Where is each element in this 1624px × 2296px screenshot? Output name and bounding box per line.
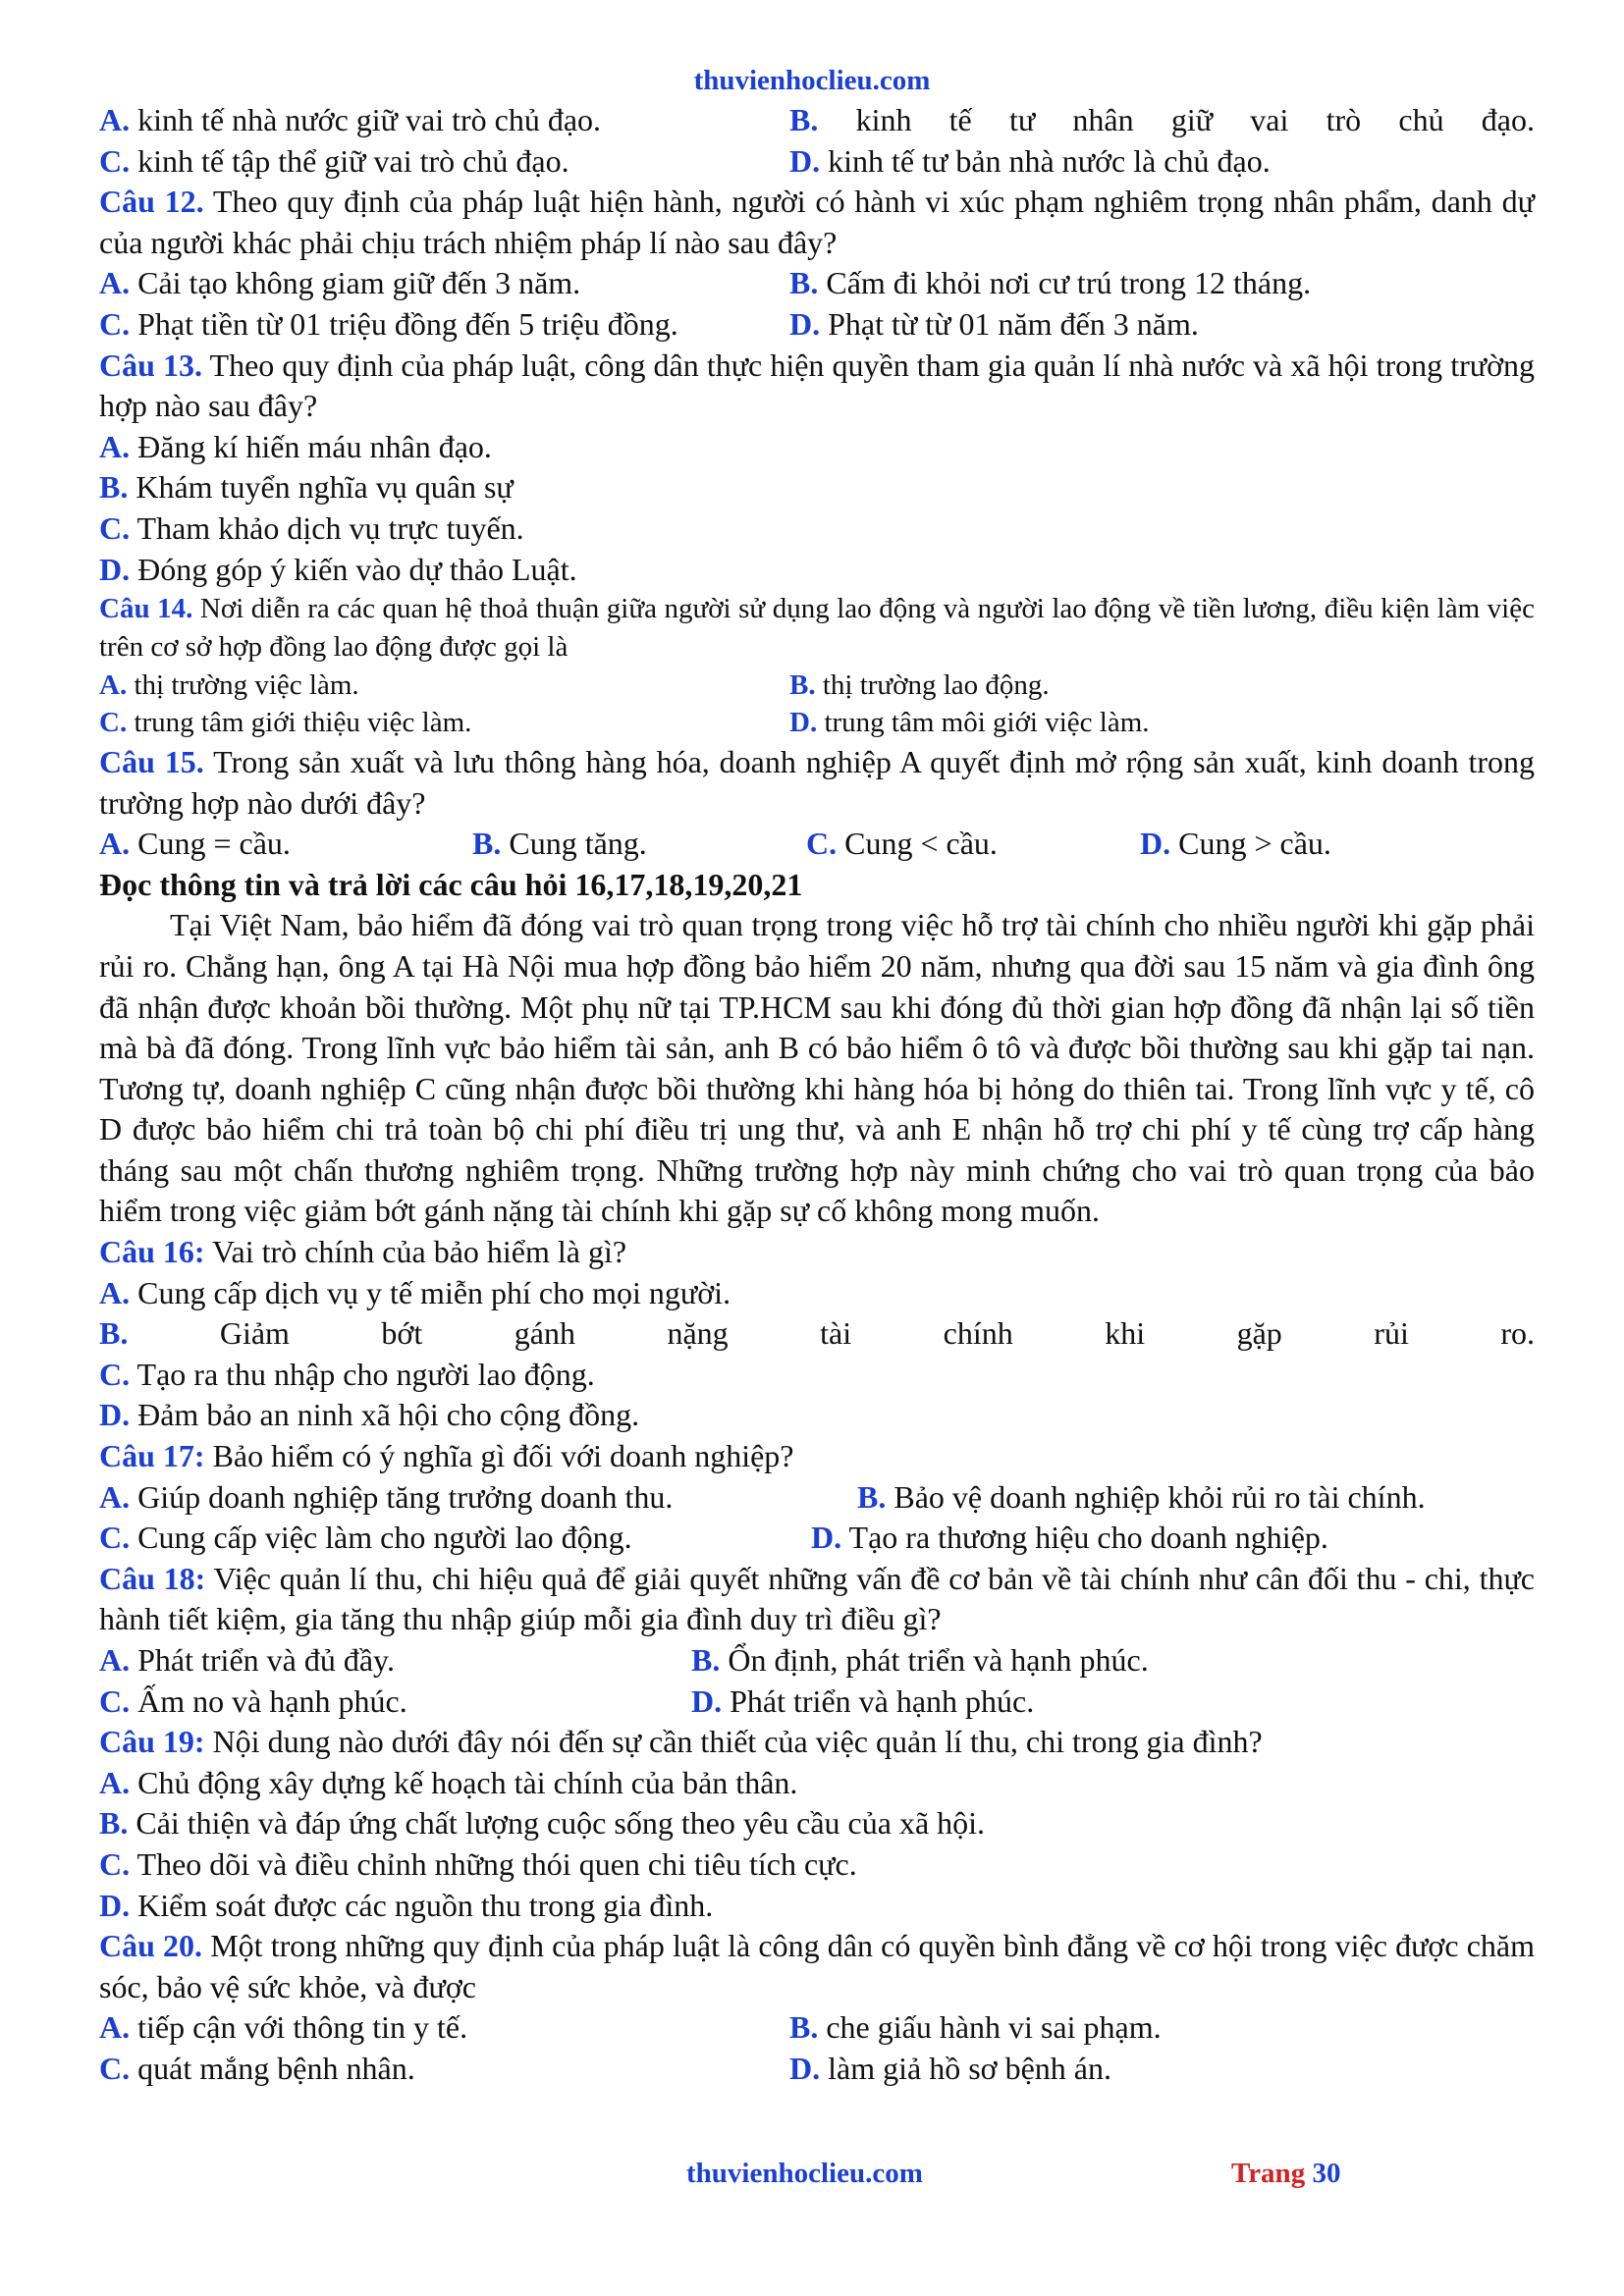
q11-row-ab: [99, 100, 1535, 141]
q20-option-c: C. quát mắng bệnh nhân.: [99, 2050, 415, 2086]
q18-option-c: C. Ấm no và hạnh phúc.: [99, 1682, 407, 1719]
q13-option-d: D. Đóng góp ý kiến vào dự thảo Luật.: [99, 551, 577, 587]
q12-row-cd: [99, 304, 1535, 346]
q16-option-c: C. Tạo ra thu nhập cho người lao động.: [99, 1356, 595, 1392]
q18-option-b: B. Ổn định, phát triển và hạnh phúc.: [691, 1642, 1149, 1678]
q14-row-ab: [99, 667, 1535, 705]
q19-option-a: A. Chủ động xây dựng kế hoạch tài chính của bản thân.: [99, 1764, 798, 1800]
question-15: Câu 15. Trong sản xuất và lưu thông hàng hóa, doanh nghiệp A quyết định mở rộng sản xuất, kinh doanh trong trường hợp nào dưới đây?: [99, 743, 1536, 821]
reading-passage: Tại Việt Nam, bảo hiểm đã đóng vai trò quan trọng trong việc hỗ trợ tài chính cho nhiều người khi gặp phải rủi ro. Chẳng hạn, ông A tại Hà Nội mua hợp đồng bảo hiểm 20 năm, nhưng qua đời sau 15 năm và gia đình ông đã nhận được khoản bồi thường. Một phụ nữ tại TP.HCM sau khi đóng đủ thời gian hợp đồng đã nhận lại số tiền mà bà đã đóng. Trong lĩnh vực bảo hiểm tài sản, anh B có bảo hiểm ô tô và được bồi thường sau khi gặp tai nạn. Tương tự, doanh nghiệp C cũng nhận được bồi thường khi hàng hóa bị hỏng do thiên tai. Trong lĩnh vực y tế, cô D được bảo hiểm chi trả toàn bộ chi phí điều trị ung thư, và anh E nhận hỗ trợ chi phí y tế cùng trợ cấp hàng tháng sau một chấn thương nghiêm trọng. Những trường hợp này minh chứng cho vai trò quan trọng của bảo hiểm trong việc giảm bớt gánh nặng tài chính khi gặp sự cố không mong muốn.: [99, 907, 1535, 1229]
q17-row-ab: [99, 1477, 1535, 1519]
q18-row-ab: [99, 1640, 1535, 1682]
q19-option-d: D. Kiểm soát được các nguồn thu trong gia đình.: [99, 1887, 714, 1923]
footer-site: thuvienhoclieu.com: [686, 2158, 923, 2189]
question-19: Câu 19: Nội dung nào dưới đây nói đến sự cần thiết của việc quản lí thu, chi trong gia đình?: [99, 1724, 1263, 1760]
page-footer: [0, 2158, 1624, 2197]
q19-option-c: C. Theo dõi và điều chỉnh những thói quen chi tiêu tích cực.: [99, 1845, 857, 1882]
q18-row-cd: [99, 1682, 1535, 1723]
q11-option-c: C. kinh tế tập thể giữ vai trò chủ đạo.: [99, 142, 569, 179]
q12-option-b: B. Cấm đi khỏi nơi cư trú trong 12 tháng.: [789, 265, 1312, 301]
q14-row-cd: [99, 704, 1535, 742]
q20-option-a: A. tiếp cận với thông tin y tế.: [99, 2009, 468, 2046]
q13-option-a: A. Đăng kí hiến máu nhân đạo.: [99, 428, 492, 464]
q16-option-d: D. Đảm bảo an ninh xã hội cho cộng đồng.: [99, 1397, 640, 1433]
q12-row-ab: [99, 263, 1535, 304]
q11-option-a: A. kinh tế nhà nước giữ vai trò chủ đạo.: [99, 102, 602, 137]
q12-option-d: D. Phạt từ từ 01 năm đến 3 năm.: [789, 305, 1199, 342]
question-20: Câu 20. Một trong những quy định của pháp luật là công dân có quyền bình đẳng về cơ hội trong việc được chăm sóc, bảo vệ sức khỏe, và được: [99, 1928, 1536, 2004]
question-13: Câu 13. Theo quy định của pháp luật, công dân thực hiện quyền tham gia quản lí nhà nước và xã hội trong trường hợp nào sau đây?: [99, 347, 1536, 424]
q20-row-cd: [99, 2049, 1535, 2090]
question-17: Câu 17: Bảo hiểm có ý nghĩa gì đối với doanh nghiệp?: [99, 1438, 794, 1474]
q17-row-cd: [99, 1518, 1535, 1559]
q18-option-d: D. Phát triển và hạnh phúc.: [691, 1682, 1035, 1719]
page-header-site: thuvienhoclieu.com: [693, 65, 931, 96]
q11-option-d: D. kinh tế tư bản nhà nước là chủ đạo.: [789, 142, 1271, 179]
q16-option-a: A. Cung cấp dịch vụ y tế miễn phí cho mọi người.: [99, 1274, 731, 1310]
q14-option-d: D. trung tâm môi giới việc làm.: [789, 707, 1150, 739]
q17-option-a: A. Giúp doanh nghiệp tăng trưởng doanh thu.: [99, 1478, 674, 1515]
q12-option-c: C. Phạt tiền từ 01 triệu đồng đến 5 triệu đồng.: [99, 305, 678, 342]
q16-option-b: B. Giảm bớt gánh nặng tài chính khi gặp rủi ro.: [99, 1315, 1536, 1352]
q20-option-d: D. làm giả hồ sơ bệnh án.: [789, 2050, 1111, 2086]
q19-option-b: B. Cải thiện và đáp ứng chất lượng cuộc sống theo yêu cầu của xã hội.: [99, 1805, 986, 1842]
q17-option-d: D. Tạo ra thương hiệu cho doanh nghiệp.: [811, 1520, 1328, 1556]
document-body: [99, 100, 1535, 2090]
q14-option-c: C. trung tâm giới thiệu việc làm.: [99, 707, 472, 739]
reading-heading: Đọc thông tin và trả lời các câu hỏi 16,17,18,19,20,21: [99, 866, 803, 902]
question-12: Câu 12. Theo quy định của pháp luật hiện hành, người có hành vi xúc phạm nghiêm trọng nhân phẩm, danh dự của người khác phải chịu trách nhiệm pháp lí nào sau đây?: [99, 184, 1536, 260]
page-number: Trang 30: [1231, 2158, 1341, 2189]
question-14: Câu 14. Nơi diễn ra các quan hệ thoả thuận giữa người sử dụng lao động và người lao động về tiền lương, điều kiện làm việc trên cơ sở hợp đồng lao động được gọi là: [99, 593, 1535, 663]
q13-option-c: C. Tham khảo dịch vụ trực tuyến.: [99, 509, 524, 546]
q20-row-ab: [99, 2007, 1535, 2049]
q15-option-d: D. Cung > cầu.: [1140, 826, 1331, 862]
question-18: Câu 18: Việc quản lí thu, chi hiệu quả để giải quyết những vấn đề cơ bản về tài chính như cân đối thu - chi, thực hành tiết kiệm, gia tăng thu nhập giúp mỗi gia đình duy trì điều gì?: [99, 1560, 1535, 1637]
q11-option-b: B. kinh tế tư nhân giữ vai trò chủ đạo.: [789, 102, 1536, 137]
q13-option-b: B. Khám tuyển nghĩa vụ quân sự: [99, 469, 514, 506]
q15-option-a: A. Cung = cầu.: [99, 826, 291, 862]
q18-option-a: A. Phát triển và đủ đầy.: [99, 1642, 395, 1678]
q15-option-c: C. Cung < cầu.: [806, 826, 998, 862]
q17-option-b: B. Bảo vệ doanh nghiệp khỏi rủi ro tài chính.: [857, 1478, 1426, 1515]
question-16: Câu 16: Vai trò chính của bảo hiểm là gì?: [99, 1234, 627, 1270]
q14-option-b: B. thị trường lao động.: [789, 668, 1050, 701]
q14-option-a: A. thị trường việc làm.: [99, 668, 359, 701]
q17-option-c: C. Cung cấp việc làm cho người lao động.: [99, 1520, 632, 1556]
q15-options-row: [99, 824, 1535, 865]
q12-option-a: A. Cải tạo không giam giữ đến 3 năm.: [99, 265, 581, 301]
q15-option-b: B. Cung tăng.: [472, 826, 647, 862]
q11-row-cd: [99, 141, 1535, 183]
q20-option-b: B. che giấu hành vi sai phạm.: [789, 2009, 1162, 2046]
